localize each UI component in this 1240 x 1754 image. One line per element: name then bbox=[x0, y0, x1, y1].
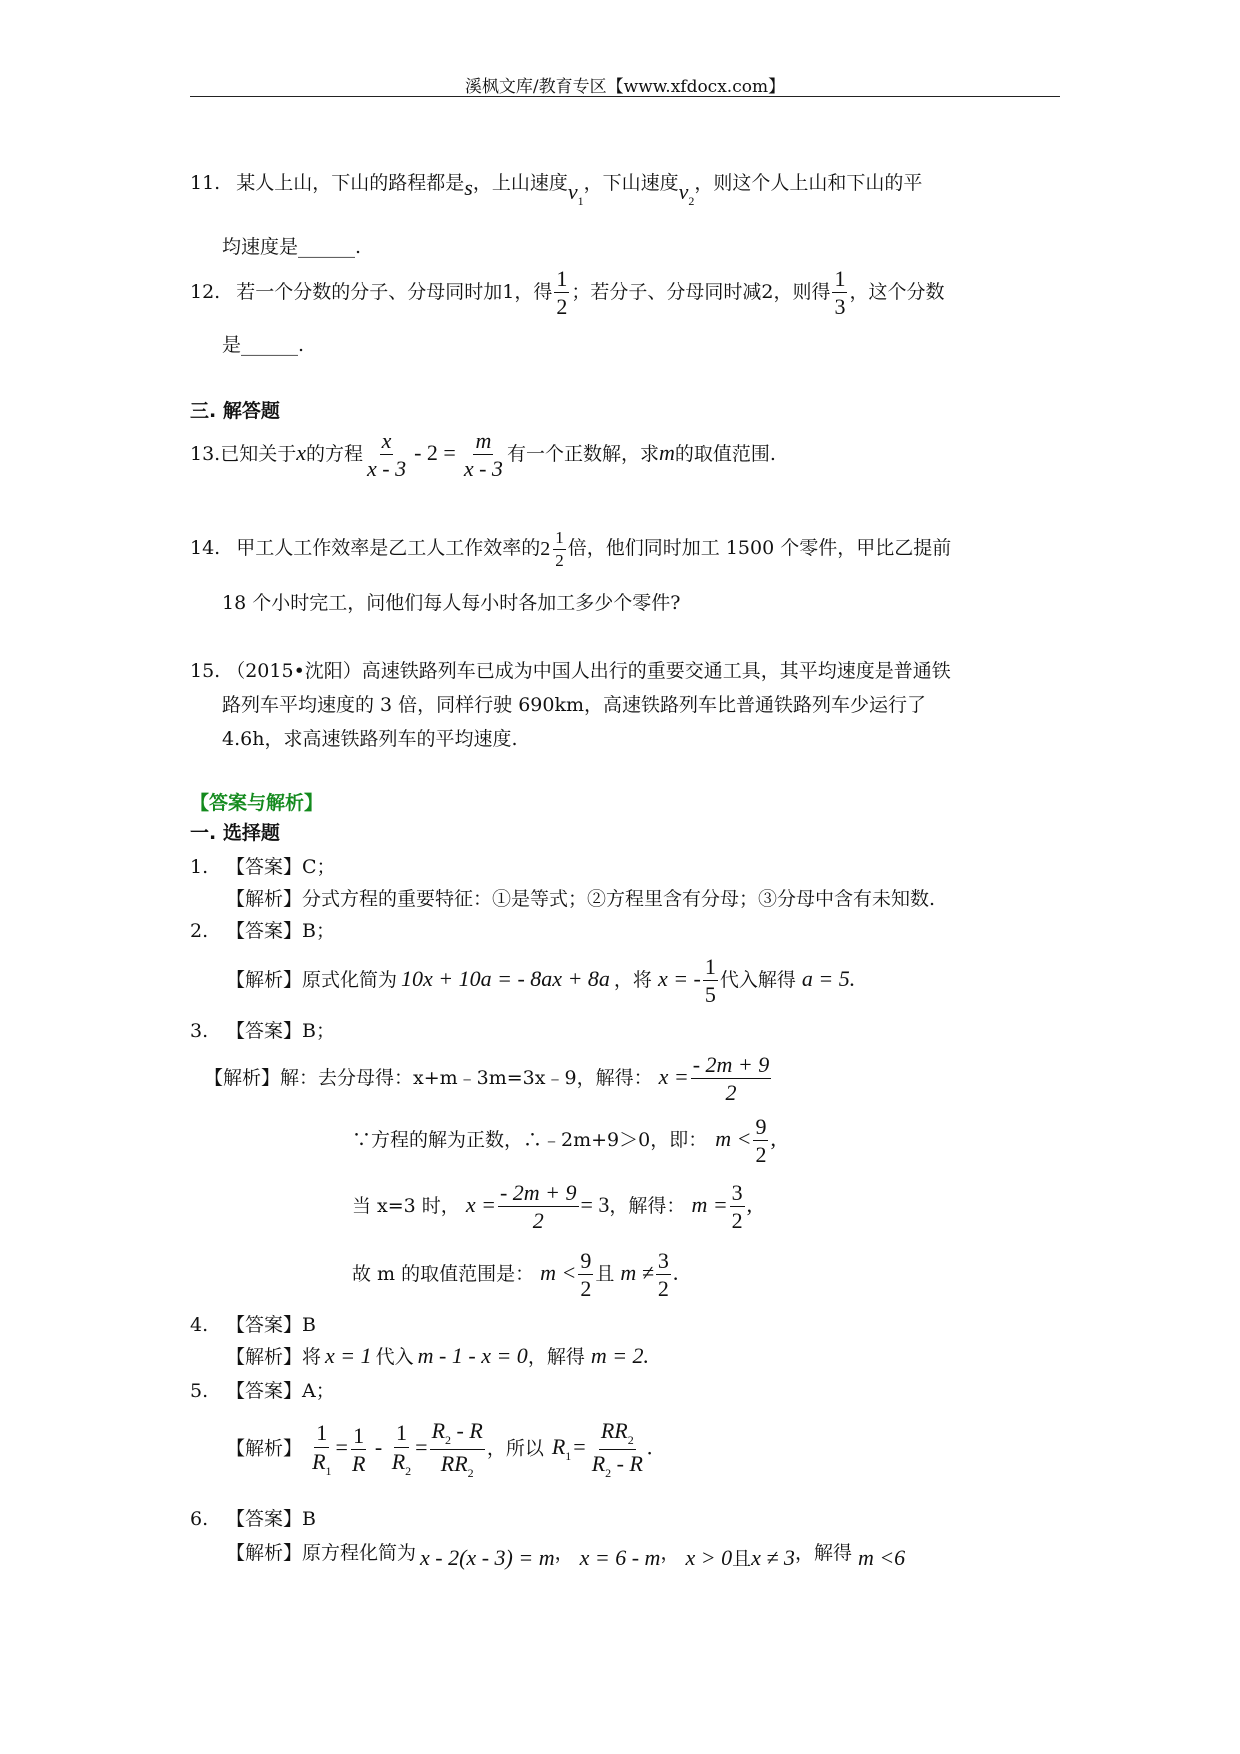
question-text: 已知关于 bbox=[220, 442, 297, 465]
math-equation: m < bbox=[540, 1259, 577, 1285]
answers-title: 【答案与解析】 bbox=[190, 792, 324, 814]
question-number: 11. bbox=[190, 172, 221, 194]
question-number: 12. bbox=[190, 280, 221, 303]
math-equation: m = bbox=[691, 1191, 728, 1217]
math-equation: x = 1 bbox=[325, 1343, 372, 1368]
math-equation: m ≠ bbox=[620, 1259, 654, 1285]
answer-key: 【答案】C； bbox=[226, 856, 336, 878]
fraction-1-over-r1: $\frac{1}{R_1}$ bbox=[312, 1420, 332, 1478]
answer-3-line4: 故 m 的取值范围是： m < $\frac{9}{2}$ 且 m ≠ $\frac{3}{2}$ . bbox=[352, 1248, 679, 1302]
answer-key: 【答案】B； bbox=[226, 920, 335, 942]
question-14-line2: 18 个小时完工，问他们每人每小时各加工多少个零件? bbox=[222, 592, 681, 614]
math-equation: m <6 bbox=[857, 1545, 906, 1570]
question-text: 有一个正数解，求 bbox=[506, 442, 659, 465]
answer-number: 2. bbox=[190, 920, 209, 942]
math-equation: x = bbox=[658, 1063, 689, 1089]
question-text: ，则这个人上山和下山的平 bbox=[694, 172, 923, 194]
answer-key: 【答案】B bbox=[226, 1508, 316, 1530]
question-text: 的取值范围. bbox=[674, 442, 776, 465]
answer-2 bbox=[190, 916, 335, 943]
answer-number: 3. bbox=[190, 1020, 209, 1042]
math-equation: 10x + 10a = - 8ax + 8a bbox=[401, 965, 610, 991]
math-r1: $R_1$ bbox=[551, 1434, 572, 1464]
question-text: 倍，他们同时加工 1500 个零件，甲比乙提前 bbox=[567, 537, 952, 560]
answer-number: 5. bbox=[190, 1380, 209, 1402]
question-text: 若一个分数的分子、分母同时加1，得 bbox=[236, 280, 553, 303]
math-equation: x - 2(x - 3) = m bbox=[420, 1545, 555, 1570]
fraction-neg-2m-plus-9-over-2: $\frac{- 2m + 9}{2}$ bbox=[499, 1180, 577, 1234]
fraction-three-halves: $\frac{3}{2}$ bbox=[731, 1180, 743, 1234]
answer-number: 6. bbox=[190, 1508, 209, 1530]
math-v2: $v_2$ bbox=[678, 179, 695, 208]
math-op: - 2 = bbox=[414, 439, 456, 465]
question-12 bbox=[190, 266, 944, 320]
math-var-m: m bbox=[658, 439, 675, 465]
answer-6 bbox=[190, 1504, 316, 1531]
answer-4-explanation: 【解析】将 x = 1 代入 m - 1 - x = 0，解得 m = 2. bbox=[226, 1343, 650, 1368]
mixed-number-2-1-2: 2 $\frac{1}{2}$ bbox=[540, 528, 564, 570]
page-header: 溪枫文库/教育专区【www.xfdocx.com】 bbox=[464, 77, 786, 97]
math-var-x: x bbox=[296, 439, 306, 465]
section-title-3: 三. 解答题 bbox=[190, 400, 280, 422]
math-equation: a = 5. bbox=[801, 965, 856, 991]
question-text: （2015•沈阳）高速铁路列车已成为中国人出行的重要交通工具，其平均速度是普通铁 bbox=[226, 660, 951, 682]
answer-3-line2: ∵方程的解为正数，∴﹣2m+9＞0，即： m < $\frac{9}{2}$ , bbox=[352, 1114, 776, 1168]
answer-5-explanation: 【解析】 $\frac{1}{R_1}$ = $\frac{1}{R}$ - $\frac{1}{R_2}$ = $\frac{R_2 - R}{RR_2}$ ，所以 $R_1=$ $\frac{RR_2}{R_2 - R}$ . bbox=[226, 1418, 653, 1480]
answer-3 bbox=[190, 1016, 335, 1043]
fraction-one-fifth: $\frac{1}{5}$ bbox=[704, 954, 716, 1008]
fraction-r2-minus-r-over-rr2: $\frac{R_2 - R}{RR_2}$ bbox=[431, 1418, 483, 1480]
answer-2-explanation: 【解析】原式化简为 10x + 10a = - 8ax + 8a ，将 x = - $\frac{1}{5}$ 代入解得 a = 5. bbox=[226, 954, 856, 1008]
question-text: ，这个分数 bbox=[849, 280, 945, 303]
fraction-three-halves: $\frac{3}{2}$ bbox=[657, 1248, 669, 1302]
answer-1 bbox=[190, 852, 336, 879]
math-equation: m < bbox=[715, 1125, 752, 1151]
question-text: ；若分子、分母同时减2，则得 bbox=[571, 280, 831, 303]
math-equation: x = 6 - m bbox=[579, 1545, 661, 1570]
question-15 bbox=[190, 656, 951, 683]
fraction-1-over-r2: $\frac{1}{R_2}$ bbox=[391, 1420, 412, 1478]
answer-6-explanation: 【解析】原方程化简为 x - 2(x - 3) = m， x = 6 - m， x > 0且x ≠ 3，解得 m <6 bbox=[226, 1542, 906, 1570]
answer-number: 4. bbox=[190, 1314, 209, 1336]
section-title-1: 一. 选择题 bbox=[190, 822, 280, 844]
math-var-s: s bbox=[464, 175, 473, 200]
answer-4 bbox=[190, 1310, 316, 1337]
answer-1-explanation: 【解析】分式方程的重要特征：①是等式；②方程里含有分母；③分母中含有未知数. bbox=[226, 888, 936, 910]
question-number: 14. bbox=[190, 537, 221, 560]
math-equation: m - 1 - x = 0 bbox=[417, 1343, 528, 1368]
question-15-line3: 4.6h，求高速铁路列车的平均速度. bbox=[222, 728, 518, 750]
fraction-one-half: $\frac{1}{2}$ bbox=[556, 266, 568, 320]
fraction-m-over-x-minus-3: $\frac{m}{x - 3}$ bbox=[463, 428, 503, 482]
question-12-line2: 是______. bbox=[222, 334, 305, 356]
question-15-line2: 路列车平均速度的 3 倍，同样行驶 690km，高速铁路列车比普通铁路列车少运行了 bbox=[222, 694, 927, 716]
question-13 bbox=[190, 428, 776, 482]
question-text: 的方程 bbox=[306, 442, 364, 465]
question-11 bbox=[190, 168, 922, 209]
answer-key: 【答案】B bbox=[226, 1314, 316, 1336]
fraction-neg-2m-plus-9-over-2: $\frac{- 2m + 9}{2}$ bbox=[692, 1052, 770, 1106]
answer-5 bbox=[190, 1376, 335, 1403]
question-text: ，下山速度 bbox=[583, 172, 679, 194]
question-text: ，上山速度 bbox=[472, 172, 568, 194]
answer-number: 1. bbox=[190, 856, 209, 878]
question-11-line2: 均速度是______. bbox=[222, 236, 362, 258]
fraction-nine-halves: $\frac{9}{2}$ bbox=[580, 1248, 592, 1302]
math-equation: x = - bbox=[657, 965, 701, 991]
math-v1: $v_1$ bbox=[567, 179, 584, 208]
math-equation: x > 0 bbox=[685, 1545, 733, 1570]
math-equation: x = bbox=[465, 1191, 496, 1217]
fraction-one-third: $\frac{1}{3}$ bbox=[834, 266, 846, 320]
math-equation: x ≠ 3 bbox=[751, 1545, 795, 1570]
fraction-1-over-r: $\frac{1}{R}$ bbox=[351, 1422, 366, 1476]
question-number: 15. bbox=[190, 660, 221, 682]
header-rule bbox=[190, 96, 1060, 97]
fraction-x-over-x-minus-3: $\frac{x}{x - 3}$ bbox=[367, 428, 407, 482]
fraction-nine-halves: $\frac{9}{2}$ bbox=[755, 1114, 767, 1168]
question-14 bbox=[190, 528, 951, 570]
fraction-rr2-over-r2-minus-r: $\frac{RR_2}{R_2 - R}$ bbox=[591, 1418, 643, 1480]
question-number: 13. bbox=[190, 442, 221, 465]
answer-3-explanation: 【解析】解：去分母得：x+m﹣3m=3x﹣9，解得： x = $\frac{- 2m + 9}{2}$ bbox=[204, 1052, 770, 1106]
question-text: 某人上山，下山的路程都是 bbox=[236, 172, 465, 194]
answer-3-line3: 当 x=3 时， x = $\frac{- 2m + 9}{2}$ = 3，解得： m = $\frac{3}{2}$ , bbox=[352, 1180, 753, 1234]
answer-key: 【答案】A； bbox=[226, 1380, 335, 1402]
question-text: 甲工人工作效率是乙工人工作效率的 bbox=[236, 537, 541, 560]
math-equation: m = 2. bbox=[590, 1343, 650, 1368]
answer-key: 【答案】B； bbox=[226, 1020, 335, 1042]
